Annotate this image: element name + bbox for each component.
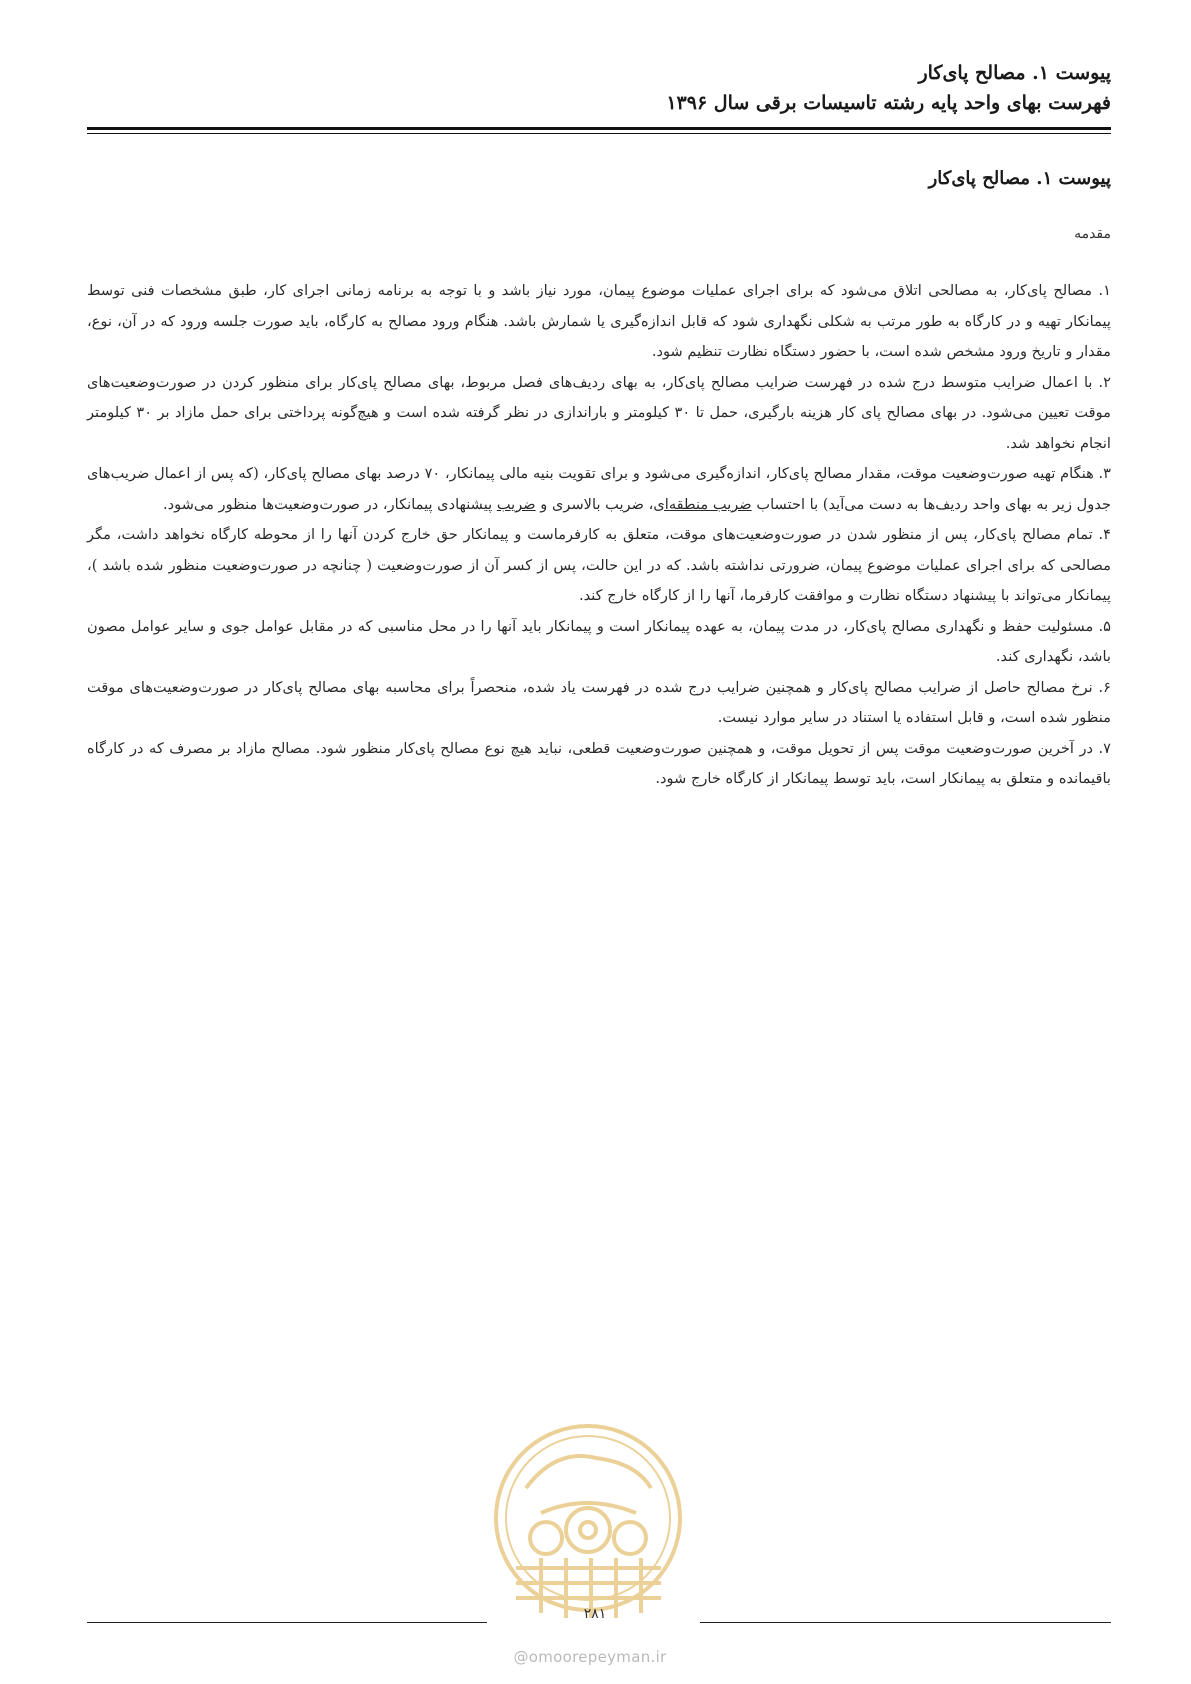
paragraph-1: ۱. مصالح پای‌کار، به مصالحی اتلاق می‌شود که برای اجرای عملیات موضوع پیمان، مورد نیاز باشد و با توجه به برنامه زمانی اجرای کار، طبق مشخصات فنی توسط پیمانکار تهیه و در کارگاه به طور مرتب به شکلی نگهداری شود که قابل اندازه‌گیری یا شمارش باشد. هنگام ورود مصالح به کارگاه، باید صورت جلسه ورود که در آن، نوع، مقدار و تاریخ ورود مشخص شده است، با حضور دستگاه نظارت تنظیم شود. [87,282,1111,360]
header-rule-thin [87,133,1111,134]
paragraph-7: ۷. در آخرین صورت‌وضعیت موقت پس از تحویل موقت، و همچنین صورت‌وضعیت قطعی، نباید هیچ نوع مصالح پای‌کار منظور شود. مصالح مازاد بر مصرف که در کارگاه باقیمانده و متعلق به پیمانکار است، باید توسط پیمانکار از کارگاه خارج شود. [87,739,1111,787]
paragraph-3-part-a: ۳. هنگام تهیه صورت‌وضعیت موقت، مقدار مصالح پای‌کار، اندازه‌گیری می‌شود و برای تقویت بنیه مالی پیمانکار، ۷۰ درصد بهای مصالح پای‌کار، (که پس از اعمال ضریب‌های جدول زیر به بهای واحد ردیف‌ها به دست می‌آید) با احتساب [87,465,1112,513]
footer-rule-right [700,1622,1111,1623]
regional-coefficient-term: ضریب منطقه‌ای [653,495,752,513]
paragraph-4: ۴. تمام مصالح پای‌کار، پس از منظور شدن در صورت‌وضعیت‌های موقت، متعلق به کارفرماست و پیمانکار حق خارج کردن آنها را از محوطه کارگاه نخواهد داشت، مگر مصالحی که برای اجرای عملیات موضوع پیمان، ضرورتی نداشته باشد. که در این حالت، پس از کسر آن از صورت‌وضعیت ( چنانچه در صورت‌وضعیت منظور شده باشد )، پیمانکار می‌تواند با پیشنهاد دستگاه نظارت و موافقت کارفرما، آنها را از کارگاه خارج کند. [87,526,1111,604]
omoorepeyman-seal-logo-icon [486,1418,691,1633]
header-document-title: فهرست بهای واحد پایه رشته تاسیسات برقی سال ۱۳۹۶ [666,92,1111,114]
coefficient-term: ضریب [496,495,536,513]
paragraph-3-part-b: ، ضریب بالاسری و [535,495,654,513]
page-number: ۲۸۱ [583,1606,607,1622]
paragraph-5: ۵. مسئولیت حفظ و نگهداری مصالح پای‌کار، در مدت پیمان، به عهده پیمانکار است و پیمانکار باید آنها را در محل مناسبی که در مقابل عوامل جوی و سایر عوامل مصون باشد، نگهداری کند. [87,617,1111,665]
intro-label: مقدمه [1074,226,1111,242]
section-title: پیوست ۱. مصالح پای‌کار [928,168,1111,189]
header-appendix-title: پیوست ۱. مصالح پای‌کار [918,62,1111,84]
paragraph-3-part-c: پیشنهادی پیمانکار، در صورت‌وضعیت‌ها منظور می‌شود. [163,495,497,513]
header-rule-thick [87,127,1111,130]
watermark-url: @omoorepeyman.ir [513,1648,667,1666]
body-text [87,276,1111,795]
paragraph-2: ۲. با اعمال ضرایب متوسط درج شده در فهرست ضرایب مصالح پای‌کار، به بهای ردیف‌های فصل مربوط، بهای مصالح پای‌کار برای منظور کردن در صورت‌وضعیت‌های موقت تعیین می‌شود. در بهای مصالح پای کار هزینه بارگیری، حمل تا ۳۰ کیلومتر و باراندازی در نظر گرفته شده است و هیچ‌گونه پرداختی برای حمل مازاد بر ۳۰ کیلومتر انجام نخواهد شد. [87,373,1111,452]
paragraph-3 [87,459,1111,520]
page-header [87,58,1111,118]
paragraph-6: ۶. نرخ مصالح حاصل از ضرایب مصالح پای‌کار و همچنین ضرایب درج شده در فهرست یاد شده، منحصراً برای محاسبه بهای مصالح پای‌کار در صورت‌وضعیت‌های موقت منظور شده است، و قابل استفاده یا استناد در سایر موارد نیست. [87,678,1112,726]
footer-rule-left [87,1622,487,1623]
